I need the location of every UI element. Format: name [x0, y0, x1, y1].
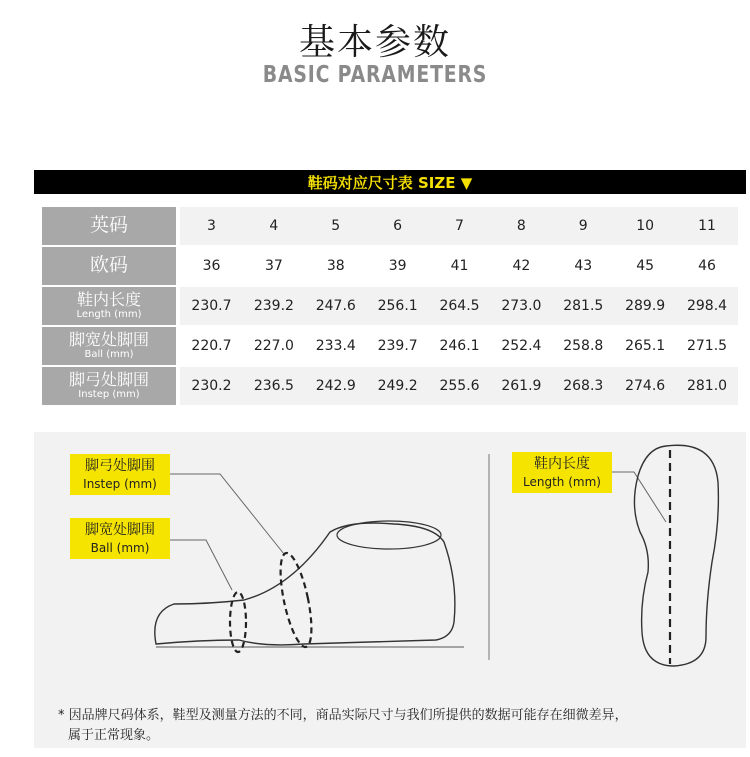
- row-header: [42, 246, 178, 286]
- ball-leader-line: [170, 540, 232, 590]
- instep-label-en: Instep (mm): [83, 476, 157, 491]
- table-cell: 230.2: [178, 366, 243, 406]
- table-cell: 4: [243, 207, 305, 246]
- length-leader-line: [612, 472, 666, 522]
- table-cell: 271.5: [676, 326, 738, 366]
- table-cell: 38: [305, 246, 367, 286]
- instep-label: [70, 454, 170, 495]
- table-cell: 9: [552, 207, 614, 246]
- table-cell: 268.3: [552, 366, 614, 406]
- instep-measure-loop: [274, 551, 317, 650]
- table-cell: 249.2: [367, 366, 429, 406]
- table-cell: 281.0: [676, 366, 738, 406]
- row-header-en: Length (mm): [76, 308, 142, 320]
- size-chart-banner-label: 鞋码对应尺寸表 SIZE ▼: [307, 173, 473, 192]
- table-cell: 247.6: [305, 286, 367, 326]
- row-header-en: Instep (mm): [78, 388, 140, 400]
- row-header: [42, 207, 178, 246]
- table-cell: 10: [614, 207, 676, 246]
- instep-label-cn: 脚弓处脚围: [85, 458, 155, 474]
- ball-label-en: Ball (mm): [90, 540, 150, 555]
- size-table: [42, 207, 738, 407]
- table-cell: 3: [178, 207, 243, 246]
- table-cell: 298.4: [676, 286, 738, 326]
- table-cell: 42: [490, 246, 552, 286]
- table-cell: 255.6: [429, 366, 491, 406]
- table-row: [42, 246, 738, 286]
- length-label: [512, 452, 612, 493]
- length-label-cn: 鞋内长度: [534, 456, 590, 472]
- disclaimer-line-1: * 因品牌尺码体系，鞋型及测量方法的不同，商品实际尺寸与我们所提供的数据可能存在细微差异，: [58, 708, 628, 723]
- table-row: [42, 326, 738, 366]
- row-header-cn: 欧码: [89, 254, 128, 277]
- table-row: [42, 366, 738, 406]
- disclaimer-note: [58, 706, 738, 746]
- table-cell: 256.1: [367, 286, 429, 326]
- row-header: [42, 326, 178, 366]
- table-cell: 242.9: [305, 366, 367, 406]
- table-cell: 289.9: [614, 286, 676, 326]
- row-header-cn: 脚弓处脚围: [68, 369, 149, 389]
- table-cell: 281.5: [552, 286, 614, 326]
- table-cell: 236.5: [243, 366, 305, 406]
- table-row: [42, 207, 738, 246]
- table-cell: 258.8: [552, 326, 614, 366]
- row-header-cn: 鞋内长度: [76, 289, 141, 309]
- table-cell: 45: [614, 246, 676, 286]
- row-header: [42, 286, 178, 326]
- row-header-cn: 脚宽处脚围: [68, 329, 149, 349]
- page-title-en: BASIC PARAMETERS: [262, 62, 488, 88]
- table-cell: 252.4: [490, 326, 552, 366]
- measurement-diagram: [34, 432, 746, 748]
- table-cell: 6: [367, 207, 429, 246]
- table-cell: 36: [178, 246, 243, 286]
- length-label-en: Length (mm): [523, 474, 601, 489]
- table-row: [42, 286, 738, 326]
- shoe-opening: [337, 521, 441, 549]
- table-cell: 265.1: [614, 326, 676, 366]
- table-cell: 246.1: [429, 326, 491, 366]
- table-cell: 239.2: [243, 286, 305, 326]
- table-cell: 274.6: [614, 366, 676, 406]
- table-cell: 11: [676, 207, 738, 246]
- row-header-en: Ball (mm): [84, 348, 134, 360]
- table-cell: 46: [676, 246, 738, 286]
- table-cell: 7: [429, 207, 491, 246]
- table-cell: 264.5: [429, 286, 491, 326]
- foot-sole-outline: [634, 445, 718, 666]
- table-cell: 233.4: [305, 326, 367, 366]
- table-cell: 273.0: [490, 286, 552, 326]
- ball-label: [70, 518, 170, 559]
- table-cell: 239.7: [367, 326, 429, 366]
- table-cell: 5: [305, 207, 367, 246]
- row-header-cn: 英码: [89, 214, 128, 237]
- table-cell: 261.9: [490, 366, 552, 406]
- table-cell: 8: [490, 207, 552, 246]
- table-cell: 37: [243, 246, 305, 286]
- row-header: [42, 366, 178, 406]
- table-cell: 227.0: [243, 326, 305, 366]
- instep-leader-line: [170, 474, 284, 554]
- table-cell: 43: [552, 246, 614, 286]
- size-chart-banner: [34, 170, 746, 194]
- table-cell: 230.7: [178, 286, 243, 326]
- table-cell: 41: [429, 246, 491, 286]
- page-title-cn: 基本参数: [298, 22, 451, 63]
- ball-label-cn: 脚宽处脚围: [85, 522, 155, 538]
- table-cell: 220.7: [178, 326, 243, 366]
- table-cell: 39: [367, 246, 429, 286]
- disclaimer-line-2: 属于正常现象。: [68, 728, 160, 744]
